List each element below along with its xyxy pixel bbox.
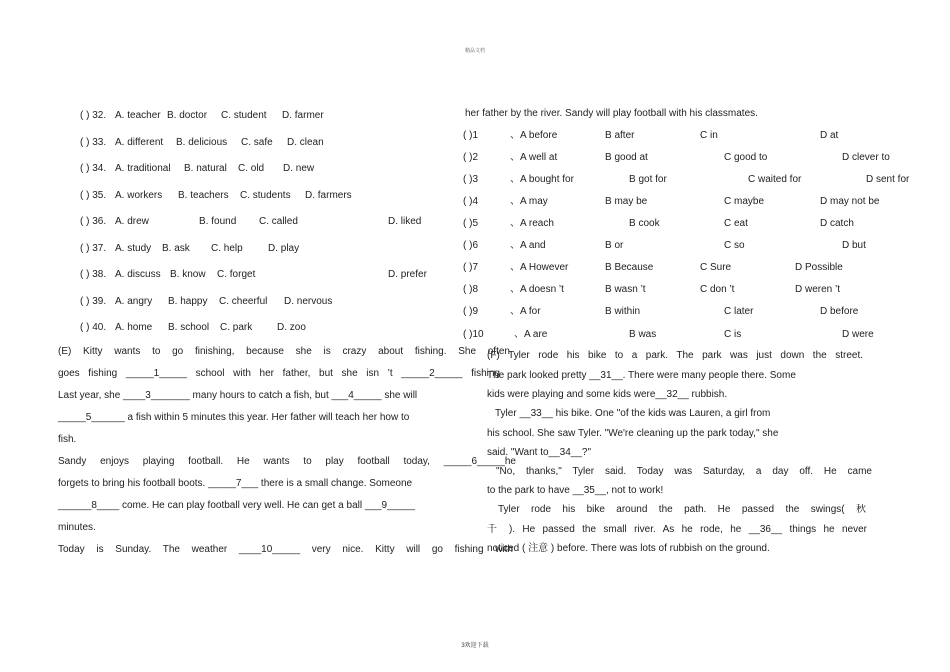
- option-d: D before: [820, 306, 859, 317]
- option-d: D may not be: [820, 196, 880, 207]
- option-c: C. forget: [217, 269, 256, 280]
- passage-line: forgets to bring his football boots. _____7___ there is a small change. Someone: [58, 478, 413, 489]
- option-b: B Because: [605, 262, 654, 273]
- option-a: A. traditional: [115, 163, 171, 174]
- option-c: C. old: [238, 163, 265, 174]
- option-a: 、A may: [510, 196, 548, 207]
- passage-line: his school. She saw Tyler. "We're cleaning up the park today," she: [487, 428, 779, 439]
- question-number: ( )10: [463, 329, 484, 340]
- question-number: ( )1: [463, 130, 478, 141]
- passage-line: The park looked pretty __31__. There were many people there. Some: [487, 370, 796, 381]
- option-c: C. park: [220, 322, 253, 333]
- option-b: B. happy: [168, 296, 208, 307]
- option-c: C maybe: [724, 196, 765, 207]
- option-d: D sent for: [866, 174, 910, 185]
- option-d: D clever to: [842, 152, 890, 163]
- question-number: ( )2: [463, 152, 478, 163]
- option-c: C later: [724, 306, 754, 317]
- option-c: C so: [724, 240, 745, 251]
- option-a: A. different: [115, 137, 164, 148]
- question-number: ( )3: [463, 174, 478, 185]
- option-a: A. study: [115, 243, 152, 254]
- option-c: C good to: [724, 152, 768, 163]
- question-number: ( ) 37.: [80, 243, 107, 254]
- option-b: B. doctor: [167, 110, 208, 121]
- option-c: C is: [724, 329, 742, 340]
- question-number: ( )9: [463, 306, 478, 317]
- option-a: A. home: [115, 322, 153, 333]
- passage-line: Tyler __33__ his bike. One "of the kids was Lauren, a girl from: [495, 408, 771, 419]
- option-d: D weren ’t: [795, 284, 841, 295]
- option-c: C waited for: [748, 174, 802, 185]
- option-b: B. natural: [184, 163, 227, 174]
- question-number: ( ) 36.: [80, 216, 107, 227]
- option-b: B within: [605, 306, 641, 317]
- option-a: A. drew: [115, 216, 149, 227]
- option-c: C. student: [221, 110, 267, 121]
- option-d: D. farmers: [305, 190, 352, 201]
- option-b: B. found: [199, 216, 237, 227]
- option-a: 、A and: [510, 240, 546, 251]
- option-d: D catch: [820, 218, 854, 229]
- option-c: C. cheerful: [219, 296, 268, 307]
- option-b: B wasn ’t: [605, 284, 646, 295]
- option-d: D. clean: [287, 137, 324, 148]
- option-a: 、A doesn ’t: [510, 284, 564, 295]
- passage-line: Today is Sunday. The weather ____10_____ very nice. Kitty will go fishing with: [58, 544, 513, 555]
- passage-line: said. "Want to__34__?": [487, 447, 592, 458]
- option-b: B got for: [629, 174, 667, 185]
- option-c: C. safe: [241, 137, 273, 148]
- option-d: D. play: [268, 243, 300, 254]
- option-a: 、A before: [510, 130, 558, 141]
- option-c: C in: [700, 130, 718, 141]
- option-b: B good at: [605, 152, 648, 163]
- option-a: 、A are: [514, 329, 548, 340]
- option-b: B. know: [170, 269, 206, 280]
- option-a: 、A reach: [510, 218, 554, 229]
- option-c: C. students: [240, 190, 291, 201]
- page-header: 精品文档: [464, 48, 485, 54]
- passage-line: kids were playing and some kids were__32__ rubbish.: [487, 389, 728, 400]
- option-c: C don ’t: [700, 284, 735, 295]
- option-d: D. zoo: [277, 322, 306, 333]
- passage-line: goes fishing _____1_____ school with her father, but she isn ’t _____2_____ fishing: [58, 368, 500, 379]
- passage-line: (F) Tyler rode his bike to a park. The park was just down the street.: [487, 350, 863, 361]
- passage-line: to the park to have __35__, not to work!: [487, 485, 664, 496]
- option-b: B cook: [629, 218, 660, 229]
- passage-line: (E) Kitty wants to go finishing, because she is crazy about fishing. She often: [58, 346, 510, 357]
- question-number: ( ) 39.: [80, 296, 107, 307]
- passage-line: her father by the river. Sandy will play football with his classmates.: [465, 108, 758, 119]
- passage-line: Last year, she ____3_______ many hours to catch a fish, but ___4_____ she will: [58, 390, 418, 401]
- option-a: 、A for: [510, 306, 541, 317]
- question-number: ( )6: [463, 240, 478, 251]
- passage-line: ______8____ come. He can play football very well. He can get a ball ___9_____: [58, 500, 415, 511]
- option-a: A. workers: [115, 190, 163, 201]
- question-number: ( ) 34.: [80, 163, 107, 174]
- passage-line: _____5______ a fish within 5 minutes this year. Her father will teach her how to: [58, 412, 410, 423]
- option-a: 、A well at: [510, 152, 558, 163]
- page-footer: 3欢迎下载: [461, 643, 489, 649]
- option-c: C. help: [211, 243, 243, 254]
- option-a: A. angry: [115, 296, 153, 307]
- option-c: C. called: [259, 216, 298, 227]
- option-a: A. teacher: [115, 110, 161, 121]
- option-b: B may be: [605, 196, 648, 207]
- option-d: D. nervous: [284, 296, 333, 307]
- option-d: D. farmer: [282, 110, 324, 121]
- option-b: B. delicious: [176, 137, 228, 148]
- question-number: ( ) 40.: [80, 322, 107, 333]
- option-a: A. discuss: [115, 269, 161, 280]
- question-number: ( ) 32.: [80, 110, 107, 121]
- option-b: B or: [605, 240, 624, 251]
- option-d: D. new: [283, 163, 315, 174]
- question-number: ( )5: [463, 218, 478, 229]
- option-d: D at: [820, 130, 839, 141]
- option-b: B was: [629, 329, 657, 340]
- option-d: D Possible: [795, 262, 843, 273]
- question-number: ( ) 35.: [80, 190, 107, 201]
- option-c: C eat: [724, 218, 748, 229]
- option-b: B. school: [168, 322, 210, 333]
- question-number: ( ) 38.: [80, 269, 107, 280]
- option-b: B. ask: [162, 243, 190, 254]
- option-b: B. teachers: [178, 190, 229, 201]
- option-d: D. liked: [388, 216, 422, 227]
- passage-line: minutes.: [58, 522, 96, 533]
- passage-line: noticed ( 注意 ) before. There was lots of rubbish on the ground.: [487, 543, 770, 554]
- option-b: B after: [605, 130, 635, 141]
- option-d: D but: [842, 240, 866, 251]
- passage-line: Tyler rode his bike around the path. He passed the swings( 秋: [498, 504, 866, 515]
- question-number: ( )4: [463, 196, 478, 207]
- option-c: C Sure: [700, 262, 732, 273]
- question-number: ( ) 33.: [80, 137, 107, 148]
- passage-line: Sandy enjoys playing football. He wants to play football today, _____6_____he: [58, 456, 516, 467]
- option-d: D were: [842, 329, 874, 340]
- passage-line: 千 ). He passed the small river. As he rode, he __36__ things he never: [487, 524, 867, 535]
- passage-line: fish.: [58, 434, 77, 445]
- option-a: 、A However: [510, 262, 569, 273]
- option-d: D. prefer: [388, 269, 427, 280]
- option-a: 、A bought for: [510, 174, 574, 185]
- passage-line: "No, thanks," Tyler said. Today was Saturday, a day off. He came: [496, 466, 872, 477]
- question-number: ( )8: [463, 284, 478, 295]
- question-number: ( )7: [463, 262, 478, 273]
